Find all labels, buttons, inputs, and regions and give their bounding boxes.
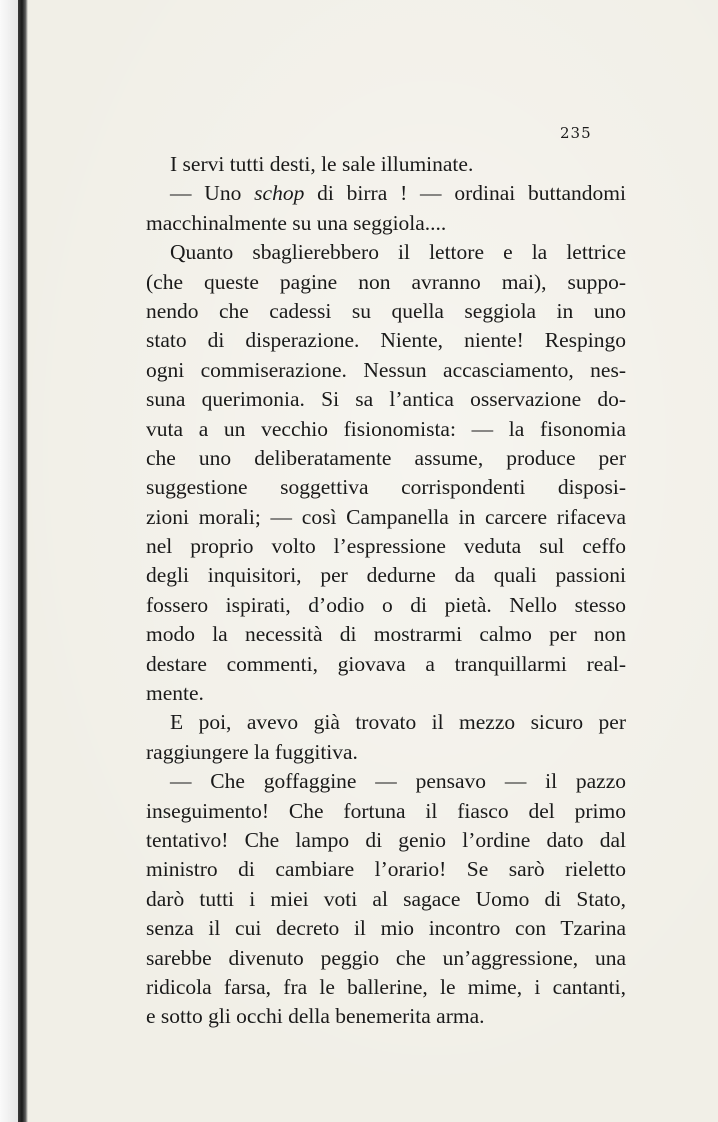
book-spine xyxy=(18,0,28,1122)
text-line: destare commenti, giovava a tranquillarmi real- xyxy=(146,651,626,676)
text-line: e sotto gli occhi della benemerita arma. xyxy=(146,1004,485,1029)
text-line: (che queste pagine non avranno mai), suppo- xyxy=(146,269,626,294)
text-line: E poi, avevo già trovato il mezzo sicuro per xyxy=(170,710,626,735)
page-edge xyxy=(0,0,18,1122)
body-text xyxy=(146,150,626,1032)
text-line: Quanto sbaglierebbero il lettore e la lettrice xyxy=(170,240,626,265)
text-line: sarebbe divenuto peggio che un’aggressione, una xyxy=(146,945,626,970)
text-line: suggestione soggettiva corrispondenti disposi- xyxy=(146,475,626,500)
text-line: ministro di cambiare l’orario! Se sarò rieletto xyxy=(146,857,626,882)
text-line: fossero ispirati, d’odio o di pietà. Nello stesso xyxy=(146,592,626,617)
text-line: — Che goffaggine — pensavo — il pazzo xyxy=(170,769,626,794)
text-line: degli inquisitori, per dedurne da quali passioni xyxy=(146,563,626,588)
text-line: che uno deliberatamente assume, produce per xyxy=(146,445,626,470)
text-line: inseguimento! Che fortuna il fiasco del primo xyxy=(146,798,626,823)
text-line: mente. xyxy=(146,681,204,706)
text-line: tentativo! Che lampo di genio l’ordine dato dal xyxy=(146,827,626,852)
text-line: darò tutti i miei voti al sagace Uomo di Stato, xyxy=(146,886,626,911)
text-line: nel proprio volto l’espressione veduta sul ceffo xyxy=(146,534,626,559)
text-line: ogni commiserazione. Nessun accasciamento, nes- xyxy=(146,357,626,382)
page-number: 235 xyxy=(560,124,592,142)
text-line: modo la necessità di mostrarmi calmo per non xyxy=(146,622,626,647)
text-line: suna querimonia. Si sa l’antica osservazione do- xyxy=(146,387,626,412)
text-line: stato di disperazione. Niente, niente! Respingo xyxy=(146,328,626,353)
text-line: I servi tutti desti, le sale illuminate. xyxy=(170,152,474,176)
text-line: — Uno schop di birra ! — ordinai buttandomi xyxy=(170,181,626,206)
text-line: senza il cui decreto il mio incontro con Tzarina xyxy=(146,916,626,941)
text-line: zioni morali; — così Campanella in carcere rifaceva xyxy=(146,504,626,529)
text-line: ridicola farsa, fra le ballerine, le mime, i cantanti, xyxy=(146,974,626,999)
text-line: raggiungere la fuggitiva. xyxy=(146,739,358,764)
text-line: macchinalmente su una seggiola.... xyxy=(146,210,447,235)
text-line: vuta a un vecchio fisionomista: — la fisonomia xyxy=(146,416,626,441)
text-line: nendo che cadessi su quella seggiola in uno xyxy=(146,298,626,323)
italic-word: schop xyxy=(254,181,305,206)
